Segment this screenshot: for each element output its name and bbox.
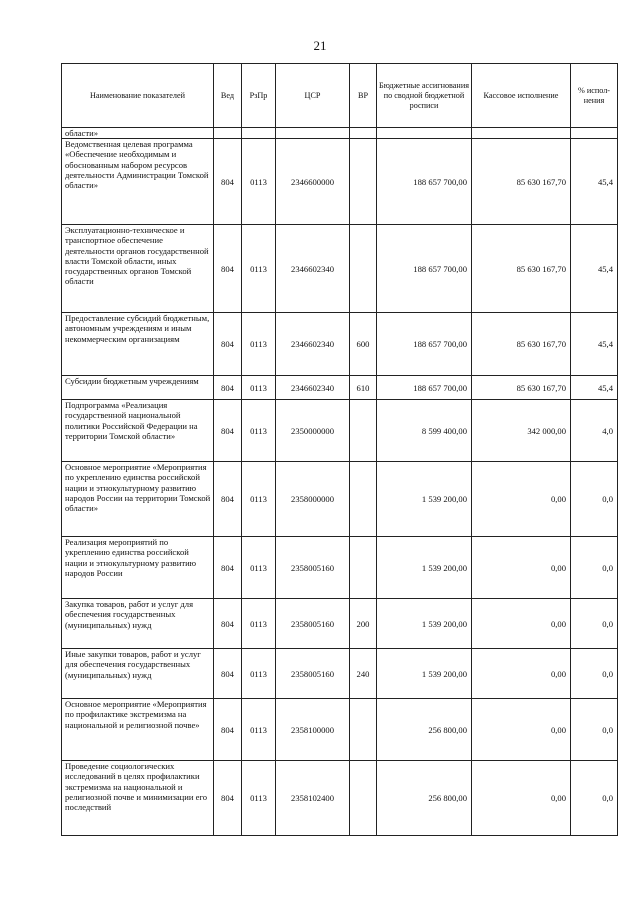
cell-assignments: 256 800,00 (377, 699, 472, 761)
header-ved: Вед (214, 64, 242, 128)
cell-assignments: 188 657 700,00 (377, 376, 472, 400)
table-row (62, 699, 618, 761)
cell-vr (350, 537, 377, 599)
table-row (62, 400, 618, 462)
cell-rzpr (242, 128, 276, 139)
cell-rzpr: 0113 (242, 225, 276, 313)
cell-percent: 45,4 (571, 376, 618, 400)
cell-ved: 804 (214, 313, 242, 376)
cell-name: Проведение социологических исследований в целях профилактики экстремизма на национальной и религиозной почве и минимизации его последствий (62, 761, 214, 836)
page-number: 21 (313, 38, 327, 53)
cell-ved: 804 (214, 376, 242, 400)
cell-rzpr: 0113 (242, 599, 276, 649)
cell-rzpr: 0113 (242, 462, 276, 537)
header-name: Наименование показателей (62, 64, 214, 128)
cell-csr: 2350000000 (276, 400, 350, 462)
table-row (62, 462, 618, 537)
cell-ved: 804 (214, 649, 242, 699)
cell-rzpr: 0113 (242, 537, 276, 599)
cell-csr: 2358100000 (276, 699, 350, 761)
cell-vr (350, 139, 377, 225)
cell-vr: 200 (350, 599, 377, 649)
cell-name: Иные закупки товаров, работ и услуг для обеспечения государственных (муниципальных) нужд (62, 649, 214, 699)
cell-percent: 0,0 (571, 537, 618, 599)
cell-assignments: 188 657 700,00 (377, 225, 472, 313)
cell-ved: 804 (214, 225, 242, 313)
cell-cash-execution (472, 128, 571, 139)
cell-percent: 0,0 (571, 761, 618, 836)
cell-vr (350, 699, 377, 761)
cell-csr (276, 128, 350, 139)
cell-name: Основное мероприятие «Мероприятия по профилактике экстремизма на национальной и религиозной почве» (62, 699, 214, 761)
cell-cash-execution: 85 630 167,70 (472, 139, 571, 225)
cell-ved: 804 (214, 400, 242, 462)
cell-assignments: 1 539 200,00 (377, 599, 472, 649)
cell-percent (571, 128, 618, 139)
cell-percent: 45,4 (571, 139, 618, 225)
cell-cash-execution: 0,00 (472, 537, 571, 599)
cell-percent: 45,4 (571, 225, 618, 313)
cell-csr: 2358102400 (276, 761, 350, 836)
header-vr: ВР (350, 64, 377, 128)
cell-assignments: 1 539 200,00 (377, 649, 472, 699)
cell-percent: 0,0 (571, 599, 618, 649)
cell-cash-execution: 85 630 167,70 (472, 225, 571, 313)
cell-csr: 2358000000 (276, 462, 350, 537)
cell-rzpr: 0113 (242, 139, 276, 225)
cell-vr (350, 400, 377, 462)
cell-percent: 0,0 (571, 649, 618, 699)
header-assignments: Бюджетные ассигнования по сводной бюджетной росписи (377, 64, 472, 128)
cell-name: Основное мероприятие «Мероприятия по укреплению единства российской нации и этнокультурному развитию народов России на территории Томской области» (62, 462, 214, 537)
table-row (62, 761, 618, 836)
cell-name: области» (62, 128, 214, 139)
cell-rzpr: 0113 (242, 761, 276, 836)
cell-percent: 45,4 (571, 313, 618, 376)
cell-assignments: 188 657 700,00 (377, 313, 472, 376)
cell-cash-execution: 0,00 (472, 462, 571, 537)
header-rzpr: РзПр (242, 64, 276, 128)
cell-ved: 804 (214, 537, 242, 599)
cell-csr: 2346600000 (276, 139, 350, 225)
cell-vr (350, 761, 377, 836)
cell-assignments (377, 128, 472, 139)
cell-name: Подпрограмма «Реализация государственной национальной политики Российской Федерации на территории Томской области» (62, 400, 214, 462)
cell-percent: 4,0 (571, 400, 618, 462)
table-row (62, 376, 618, 400)
cell-percent: 0,0 (571, 699, 618, 761)
cell-rzpr: 0113 (242, 313, 276, 376)
cell-rzpr: 0113 (242, 400, 276, 462)
cell-name: Ведомственная целевая программа «Обеспечение необходимым и обоснованным набором ресурсов деятельности Администрации Томской области» (62, 139, 214, 225)
header-cash-execution: Кассовое исполнение (472, 64, 571, 128)
cell-csr: 2358005160 (276, 649, 350, 699)
cell-ved: 804 (214, 699, 242, 761)
table-row (62, 225, 618, 313)
cell-rzpr: 0113 (242, 376, 276, 400)
cell-name: Субсидии бюджетным учреждениям (62, 376, 214, 400)
cell-cash-execution: 0,00 (472, 699, 571, 761)
cell-cash-execution: 0,00 (472, 761, 571, 836)
cell-csr: 2346602340 (276, 313, 350, 376)
cell-ved: 804 (214, 599, 242, 649)
cell-csr: 2358005160 (276, 599, 350, 649)
cell-csr: 2358005160 (276, 537, 350, 599)
table-header-row (62, 64, 618, 128)
cell-cash-execution: 0,00 (472, 599, 571, 649)
cell-cash-execution: 342 000,00 (472, 400, 571, 462)
cell-name: Эксплуатационно-техническое и транспортное обеспечение деятельности органов государственной власти Томской области, иных государственных органов Томской области (62, 225, 214, 313)
cell-assignments: 1 539 200,00 (377, 537, 472, 599)
cell-name: Закупка товаров, работ и услуг для обеспечения государственных (муниципальных) нужд (62, 599, 214, 649)
table-row (62, 537, 618, 599)
cell-vr: 610 (350, 376, 377, 400)
table-row (62, 649, 618, 699)
cell-ved: 804 (214, 462, 242, 537)
cell-csr: 2346602340 (276, 225, 350, 313)
table-row (62, 139, 618, 225)
cell-vr: 240 (350, 649, 377, 699)
cell-vr (350, 462, 377, 537)
cell-vr: 600 (350, 313, 377, 376)
cell-assignments: 188 657 700,00 (377, 139, 472, 225)
cell-percent: 0,0 (571, 462, 618, 537)
cell-cash-execution: 85 630 167,70 (472, 376, 571, 400)
table-row (62, 599, 618, 649)
header-csr: ЦСР (276, 64, 350, 128)
cell-vr (350, 225, 377, 313)
cell-ved: 804 (214, 139, 242, 225)
cell-rzpr: 0113 (242, 649, 276, 699)
budget-execution-table (61, 63, 618, 836)
table-row (62, 128, 618, 139)
cell-name: Предоставление субсидий бюджетным, автономным учреждениям и иным некоммерческим организациям (62, 313, 214, 376)
cell-rzpr: 0113 (242, 699, 276, 761)
table-row (62, 313, 618, 376)
cell-cash-execution: 0,00 (472, 649, 571, 699)
header-percent: % испол-нения (571, 64, 618, 128)
cell-assignments: 8 599 400,00 (377, 400, 472, 462)
cell-cash-execution: 85 630 167,70 (472, 313, 571, 376)
cell-assignments: 256 800,00 (377, 761, 472, 836)
cell-csr: 2346602340 (276, 376, 350, 400)
cell-assignments: 1 539 200,00 (377, 462, 472, 537)
cell-ved (214, 128, 242, 139)
cell-name: Реализация мероприятий по укреплению единства российской нации и этнокультурному развитию народов России (62, 537, 214, 599)
cell-vr (350, 128, 377, 139)
cell-ved: 804 (214, 761, 242, 836)
